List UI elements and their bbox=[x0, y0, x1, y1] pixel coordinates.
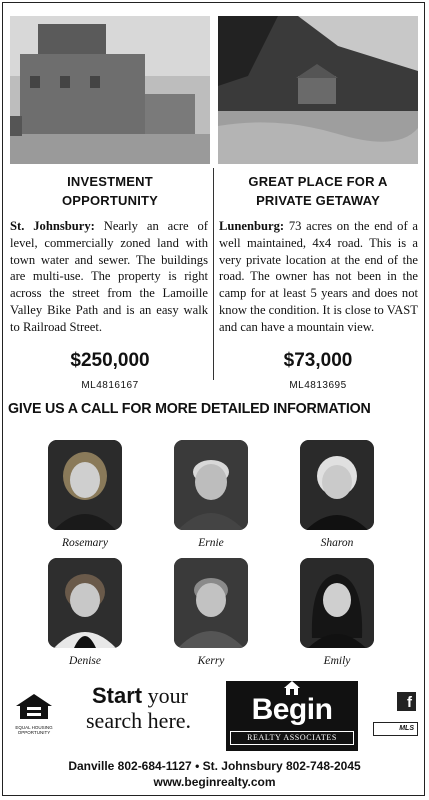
equal-housing-icon bbox=[14, 692, 54, 720]
tagline-rest: your bbox=[142, 683, 188, 708]
contact-phones: Danville 802-684-1127 • St. Johnsbury 802-748-2045 bbox=[68, 759, 361, 773]
tagline-bold: Start bbox=[92, 683, 143, 708]
listing-ml-number-getaway: ML4813695 bbox=[289, 380, 347, 391]
begin-realty-logo[interactable] bbox=[226, 681, 358, 751]
listing-ml-number-investment: ML4816167 bbox=[81, 380, 139, 391]
agent-name-ernie: Ernie bbox=[198, 537, 224, 549]
listing-description-investment bbox=[10, 218, 208, 336]
agent-photo-emily bbox=[300, 558, 374, 648]
agent-name-kerry: Kerry bbox=[197, 655, 225, 667]
listing-heading-line1: INVESTMENT bbox=[67, 174, 153, 189]
listing-divider bbox=[213, 168, 214, 380]
listing-location: Lunenburg: bbox=[219, 219, 285, 233]
listing-heading-line2: OPPORTUNITY bbox=[61, 193, 159, 208]
equal-housing-logo bbox=[14, 692, 54, 735]
agent-name-rosemary: Rosemary bbox=[62, 537, 108, 549]
listing-heading-line1: GREAT PLACE FOR A bbox=[248, 174, 388, 189]
agent-photo-kerry bbox=[174, 558, 248, 648]
agent-photo-denise bbox=[48, 558, 122, 648]
tagline-line2: search here. bbox=[86, 708, 192, 733]
tagline-line1 bbox=[92, 683, 188, 709]
equal-housing-text: EQUAL HOUSING OPPORTUNITY bbox=[15, 725, 53, 735]
listing-photo-getaway bbox=[218, 16, 418, 164]
logo-subtitle: REALTY ASSOCIATES bbox=[230, 731, 354, 745]
facebook-icon[interactable]: f bbox=[397, 692, 416, 711]
agent-photo-rosemary bbox=[48, 440, 122, 530]
call-to-action: GIVE US A CALL FOR MORE DETAILED INFORMATION bbox=[8, 400, 371, 417]
listing-heading-line2: PRIVATE GETAWAY bbox=[256, 193, 380, 208]
agent-name-sharon: Sharon bbox=[320, 537, 354, 549]
agent-photo-sharon bbox=[300, 440, 374, 530]
agent-photo-ernie bbox=[174, 440, 248, 530]
listing-heading-investment bbox=[10, 172, 210, 210]
listing-heading-getaway bbox=[218, 172, 418, 210]
agent-name-denise: Denise bbox=[69, 655, 101, 667]
logo-wordmark: Begin bbox=[251, 693, 333, 726]
listing-body: Nearly an acre of level, commercially zoned land with town water and sewer. The buildings are multi-use. The property is right across the street from the Lamoille Valley Bike Path and is an easy walk to Railroad Street. bbox=[10, 219, 208, 334]
listing-price-getaway: $73,000 bbox=[283, 350, 353, 371]
contact-website[interactable]: www.beginrealty.com bbox=[153, 775, 276, 789]
mls-icon: MLS bbox=[373, 722, 418, 736]
listing-photo-investment bbox=[10, 16, 210, 164]
listing-body: 73 acres on the end of a well maintained, 4x4 road. This is a very private location at the end of the road. The owner has not been in the camp for at least 5 years and does not know the condition. It is close to VAST and can have a mountain view. bbox=[219, 219, 418, 334]
listing-price-investment: $250,000 bbox=[70, 350, 150, 371]
listing-description-getaway bbox=[219, 218, 418, 336]
listing-location: St. Johnsbury: bbox=[10, 219, 95, 233]
agent-name-emily: Emily bbox=[323, 655, 351, 667]
